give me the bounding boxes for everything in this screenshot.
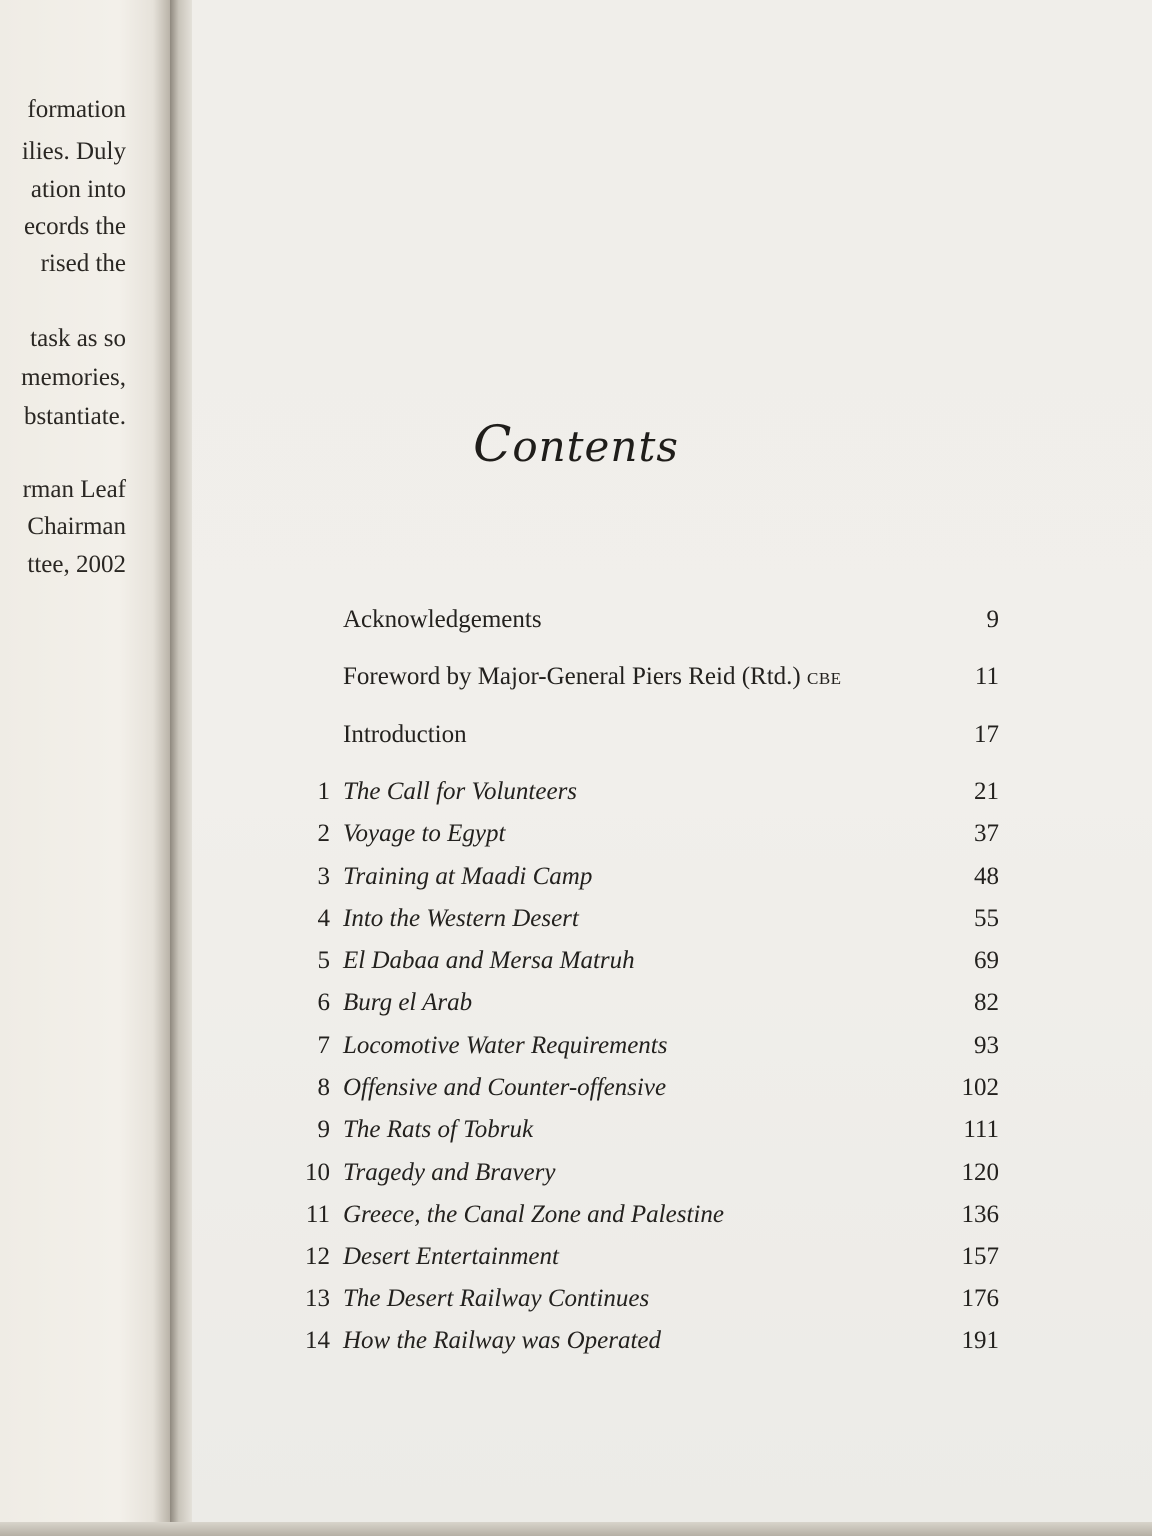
chapter-number: 5 bbox=[317, 947, 330, 974]
toc-page-number: 55 bbox=[974, 905, 999, 932]
chapter-number: 10 bbox=[305, 1159, 330, 1186]
toc-page-number: 136 bbox=[961, 1201, 999, 1228]
toc-row-chapter bbox=[296, 983, 999, 1023]
chapter-title: Burg el Arab bbox=[343, 989, 473, 1016]
chapter-title: Into the Western Desert bbox=[343, 905, 579, 932]
toc-page-number: 111 bbox=[963, 1116, 999, 1143]
toc-page-number: 21 bbox=[974, 778, 999, 805]
toc-page-number: 176 bbox=[961, 1285, 999, 1312]
chapter-title: The Desert Railway Continues bbox=[343, 1285, 650, 1312]
toc-entry-title bbox=[343, 657, 842, 699]
toc-entry-title: Acknowledgements bbox=[343, 606, 542, 633]
chapter-number: 7 bbox=[317, 1032, 330, 1059]
chapter-title: Voyage to Egypt bbox=[343, 820, 506, 847]
toc-row-chapter bbox=[296, 1237, 999, 1277]
toc-page-number: 48 bbox=[974, 863, 999, 890]
toc-page-number: 120 bbox=[961, 1159, 999, 1186]
chapter-number: 8 bbox=[317, 1074, 330, 1101]
toc-page-number: 11 bbox=[974, 663, 999, 690]
title-rest: ontents bbox=[512, 422, 679, 471]
foreword-text: Foreword by Major-General Piers Reid (Rtd.) bbox=[343, 663, 801, 690]
toc-row-introduction bbox=[296, 715, 999, 755]
left-page-line: ecords the bbox=[23, 213, 126, 240]
toc-page-number: 37 bbox=[974, 820, 999, 847]
left-page-line: rman Leaf bbox=[22, 476, 126, 503]
chapter-title: The Call for Volunteers bbox=[343, 778, 578, 805]
chapter-title: Training at Maadi Camp bbox=[343, 863, 593, 890]
toc-row-chapter bbox=[296, 772, 999, 812]
left-page-line: Chairman bbox=[27, 513, 126, 540]
chapter-title: Offensive and Counter-offensive bbox=[343, 1074, 667, 1101]
chapter-title: How the Railway was Operated bbox=[343, 1327, 662, 1354]
chapter-number: 13 bbox=[305, 1285, 330, 1312]
left-page-line: bstantiate. bbox=[23, 403, 126, 430]
left-page-line: memories, bbox=[21, 364, 126, 391]
title-initial: C bbox=[473, 415, 513, 473]
chapter-number: 3 bbox=[317, 863, 330, 890]
toc-page-number: 157 bbox=[961, 1243, 999, 1270]
toc-page-number: 82 bbox=[974, 989, 999, 1016]
toc-row-chapter bbox=[296, 941, 999, 981]
toc-page-number: 191 bbox=[961, 1327, 999, 1354]
toc-row-chapter bbox=[296, 1026, 999, 1066]
left-page-line: task as so bbox=[30, 325, 126, 352]
book-gutter bbox=[170, 0, 192, 1536]
toc-entry-title: Introduction bbox=[343, 721, 467, 748]
toc-row-chapter bbox=[296, 1110, 999, 1150]
toc-page-number: 102 bbox=[961, 1074, 999, 1101]
chapter-number: 11 bbox=[305, 1201, 330, 1228]
toc-page-number: 69 bbox=[974, 947, 999, 974]
toc-row-chapter bbox=[296, 1195, 999, 1235]
chapter-number: 1 bbox=[317, 778, 330, 805]
left-page-line: ttee, 2002 bbox=[27, 551, 126, 578]
left-page bbox=[0, 0, 170, 1536]
toc-row-acknowledgements bbox=[296, 600, 999, 640]
chapter-number: 12 bbox=[305, 1243, 330, 1270]
chapter-title: Locomotive Water Requirements bbox=[343, 1032, 668, 1059]
toc-row-chapter bbox=[296, 1153, 999, 1193]
chapter-number: 4 bbox=[317, 905, 330, 932]
chapter-number: 6 bbox=[317, 989, 330, 1016]
left-page-line: rised the bbox=[40, 250, 126, 277]
toc-row-chapter bbox=[296, 814, 999, 854]
toc-row-chapter bbox=[296, 1068, 999, 1108]
chapter-title: The Rats of Tobruk bbox=[343, 1116, 534, 1143]
toc-row-chapter bbox=[296, 1279, 999, 1319]
chapter-title: Desert Entertainment bbox=[343, 1243, 559, 1270]
left-page-line: ation into bbox=[30, 176, 126, 203]
toc-row-chapter bbox=[296, 1321, 999, 1361]
honours-suffix: CBE bbox=[806, 669, 842, 688]
toc-page-number: 17 bbox=[974, 721, 999, 748]
toc-row-chapter bbox=[296, 857, 999, 897]
page-title bbox=[0, 415, 1152, 473]
chapter-title: Tragedy and Bravery bbox=[343, 1159, 556, 1186]
toc-page-number: 9 bbox=[986, 606, 999, 633]
chapter-number: 9 bbox=[317, 1116, 330, 1143]
chapter-title: El Dabaa and Mersa Matruh bbox=[343, 947, 635, 974]
chapter-number: 2 bbox=[317, 820, 330, 847]
chapter-title: Greece, the Canal Zone and Palestine bbox=[343, 1201, 724, 1228]
toc-row-chapter bbox=[296, 899, 999, 939]
toc-page-number: 93 bbox=[974, 1032, 999, 1059]
page-bottom-edge bbox=[0, 1522, 1152, 1536]
toc-row-foreword bbox=[296, 657, 999, 697]
left-page-line: formation bbox=[27, 96, 126, 123]
chapter-number: 14 bbox=[305, 1327, 330, 1354]
left-page-line: ilies. Duly bbox=[21, 138, 126, 165]
